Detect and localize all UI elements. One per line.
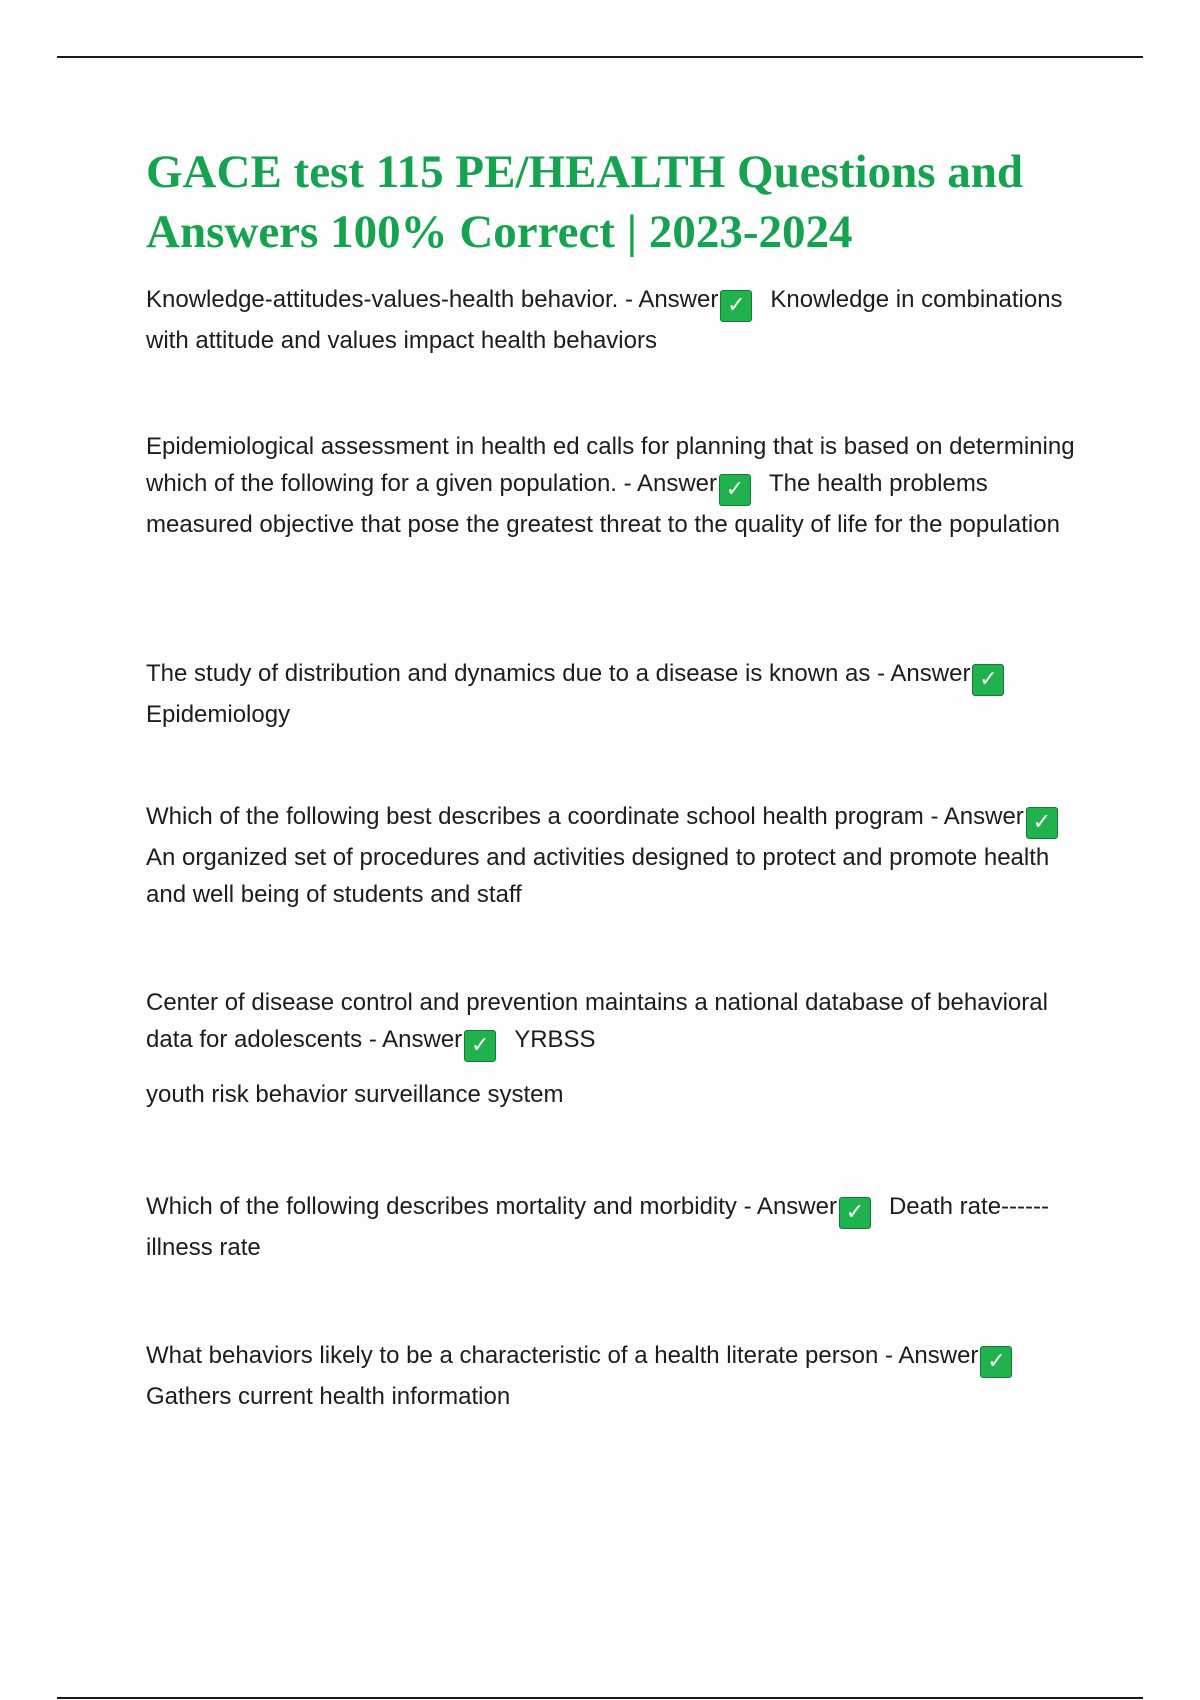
answer-label: - Answer: [930, 803, 1024, 830]
answer-label: - Answer: [877, 660, 971, 687]
check-mark-icon: ✓: [972, 664, 1004, 696]
check-mark-icon: ✓: [720, 290, 752, 322]
question-text: Center of disease control and prevention maintains a national database of behavioral data for adolescents: [146, 989, 1048, 1053]
question-text: The study of distribution and dynamics due to a disease is known as: [146, 660, 871, 687]
top-rule: [57, 56, 1143, 58]
question-text: What behaviors likely to be a characteristic of a health literate person: [146, 1342, 879, 1369]
answer-text: Knowledge in combinations with attitude and values impact health behaviors: [146, 286, 1063, 354]
answer-extra-text: youth risk behavior surveillance system: [146, 1081, 564, 1108]
qa-item-7: [146, 1337, 1086, 1415]
qa-item-1: [146, 281, 1086, 359]
document-title: GACE test 115 PE/HEALTH Questions and Answers 100% Correct | 2023-2024: [146, 146, 1024, 258]
qa-item-6: [146, 1188, 1086, 1266]
qa-item-2: [146, 428, 1086, 543]
answer-text: Epidemiology: [146, 701, 291, 728]
question-text: Which of the following best describes a coordinate school health program: [146, 803, 924, 830]
answer-text: Gathers current health information: [146, 1383, 511, 1410]
answer-text: The health problems measured objective that pose the greatest threat to the quality of life for the population: [146, 470, 1060, 538]
check-mark-icon: ✓: [839, 1197, 871, 1229]
answer-label: - Answer: [623, 470, 718, 497]
answer-text: An organized set of procedures and activities designed to protect and promote health and well being of students and staff: [146, 844, 1050, 908]
bottom-rule: [57, 1697, 1143, 1699]
question-text: Epidemiological assessment in health ed calls for planning that is based on determining which of the following for a given population.: [146, 433, 1075, 497]
answer-label: - Answer: [885, 1342, 979, 1369]
check-mark-icon: ✓: [1026, 807, 1058, 839]
check-mark-icon: ✓: [980, 1346, 1012, 1378]
question-text: Which of the following describes mortality and morbidity: [146, 1193, 737, 1220]
answer-text: Death rate------illness rate: [146, 1193, 1049, 1261]
qa-item-3: [146, 655, 1086, 733]
answer-text: YRBSS: [514, 1026, 596, 1053]
question-text: Knowledge-attitudes-values-health behavior.: [146, 286, 619, 313]
answer-label: - Answer: [743, 1193, 837, 1220]
qa-item-4: [146, 798, 1086, 913]
qa-item-5: [146, 984, 1086, 1113]
check-mark-icon: ✓: [464, 1030, 496, 1062]
answer-label: - Answer: [368, 1026, 463, 1053]
answer-label: - Answer: [624, 286, 719, 313]
check-mark-icon: ✓: [719, 474, 751, 506]
